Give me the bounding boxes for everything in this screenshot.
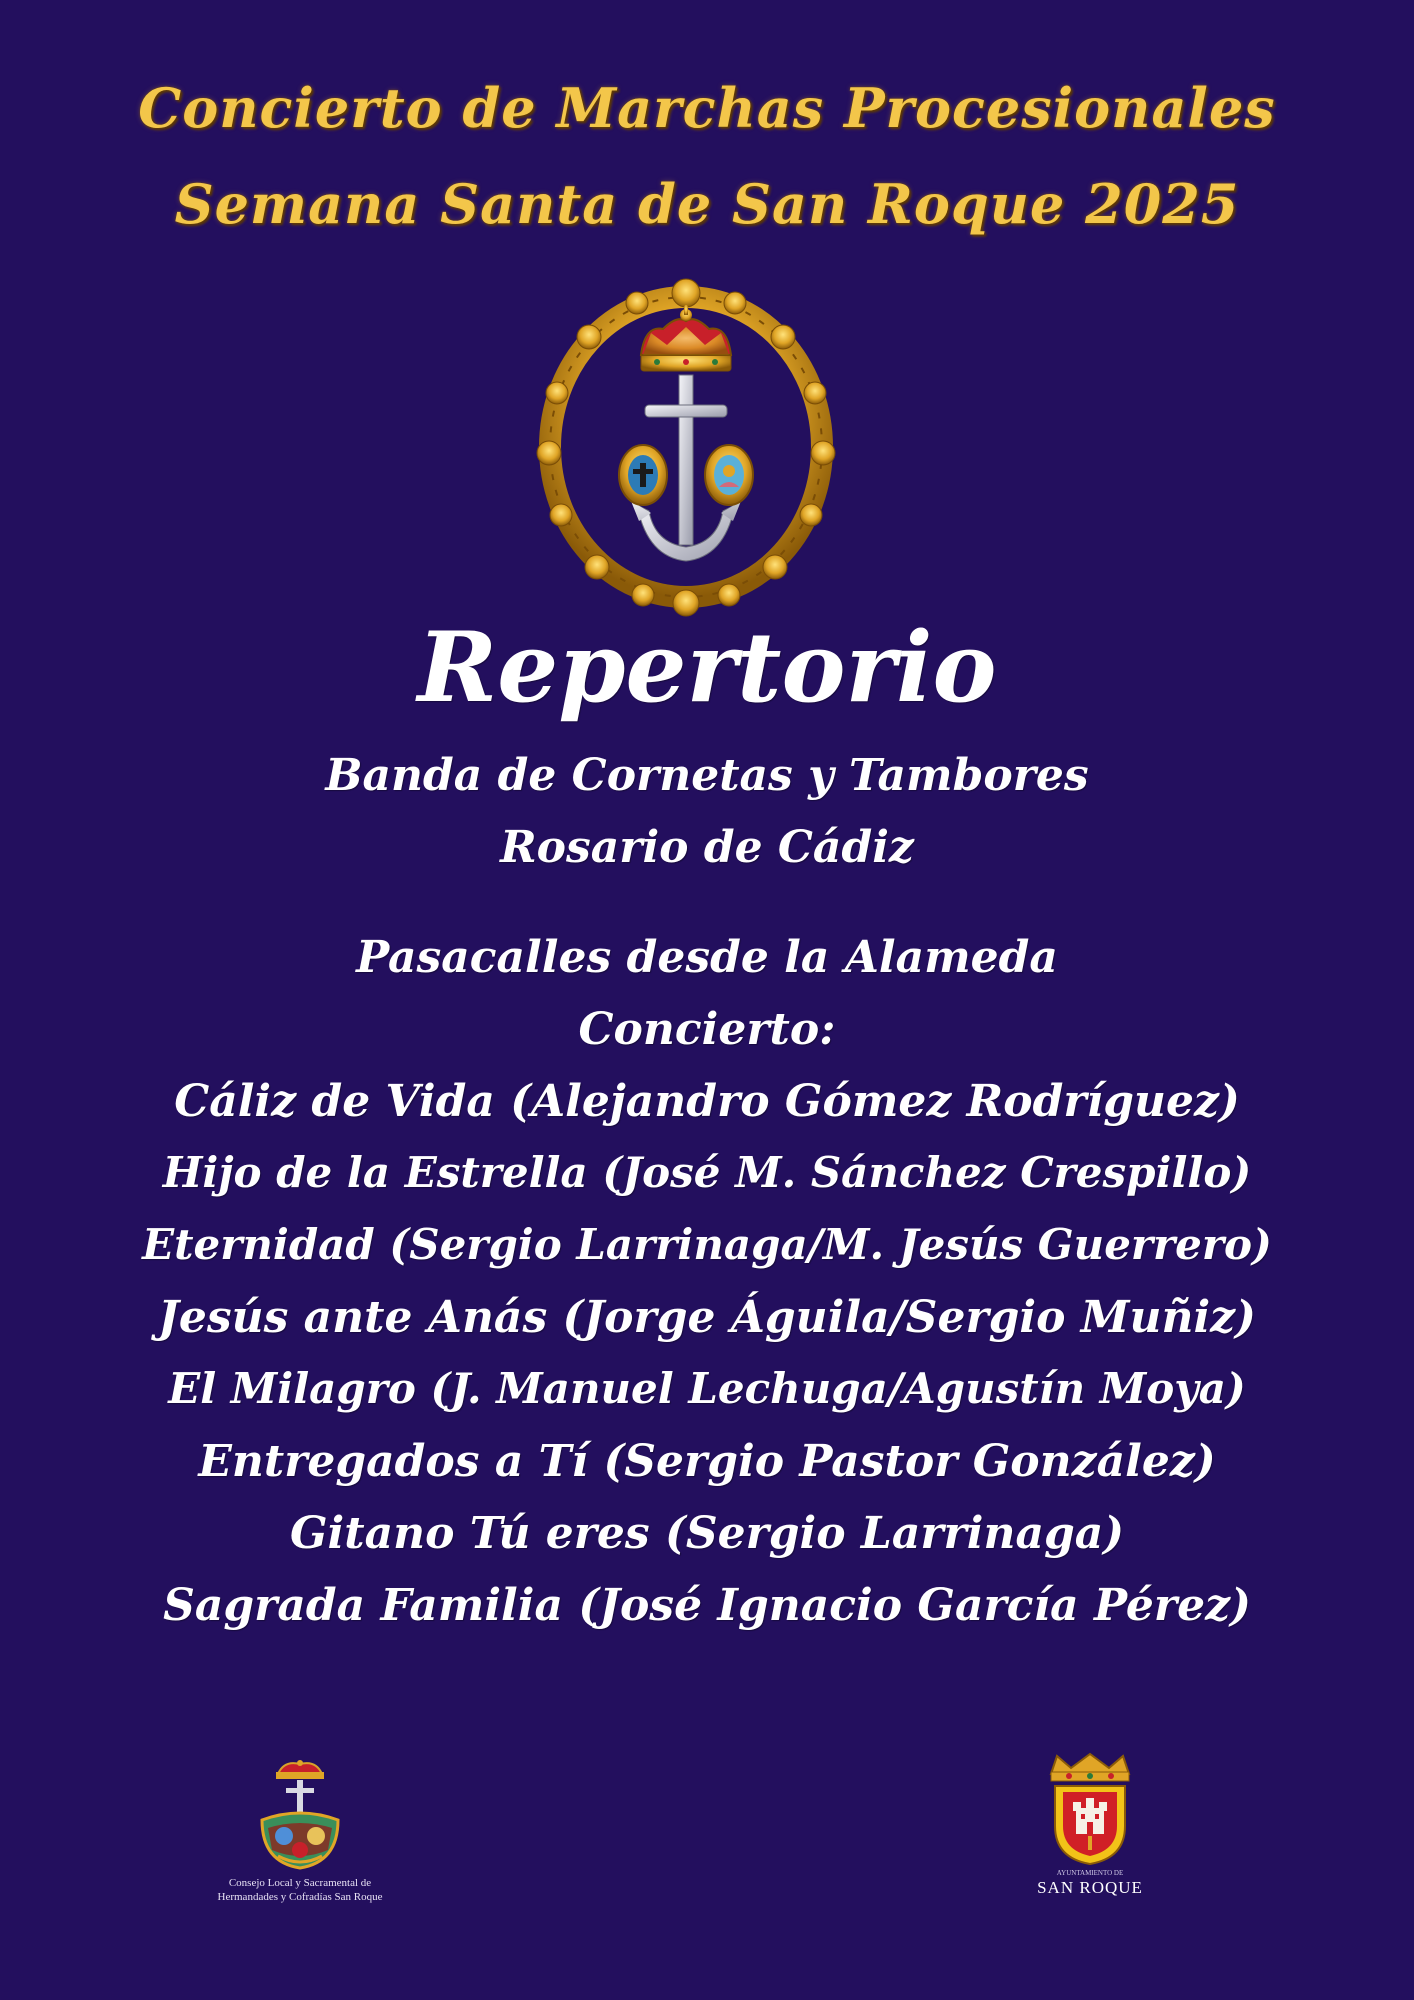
march-item: Hijo de la Estrella (José M. Sánchez Crespillo) <box>162 1148 1252 1197</box>
march-item: Entregados a Tí (Sergio Pastor González) <box>198 1436 1216 1487</box>
consejo-hermandades-crest-icon <box>248 1758 352 1874</box>
consejo-caption-line-1: Consejo Local y Sacramental de <box>228 1877 372 1889</box>
march-item: Jesús ante Anás (Jorge Águila/Sergio Muñiz) <box>158 1292 1256 1343</box>
concierto-label: Concierto: <box>578 1004 836 1055</box>
title-line-2: Semana Santa de San Roque 2025 <box>174 172 1240 236</box>
consejo-caption-line-2: Hermandades y Cofradías San Roque <box>217 1891 383 1903</box>
march-item: Gitano Tú eres (Sergio Larrinaga) <box>289 1508 1125 1559</box>
march-item: Cáliz de Vida (Alejandro Gómez Rodríguez) <box>174 1076 1240 1127</box>
pasacalles-line: Pasacalles desde la Alameda <box>356 932 1058 983</box>
march-item: Eternidad (Sergio Larrinaga/M. Jesús Guerrero) <box>142 1220 1272 1269</box>
march-item: Sagrada Familia (José Ignacio García Pérez) <box>163 1580 1251 1631</box>
repertorio-heading: Repertorio <box>417 611 997 724</box>
san-roque-label: SAN ROQUE <box>1037 1878 1143 1897</box>
march-item: El Milagro (J. Manuel Lechuga/Agustín Moya) <box>168 1364 1246 1413</box>
ayuntamiento-label: AYUNTAMIENTO DE <box>1056 1869 1124 1877</box>
ayuntamiento-san-roque-logo <box>1010 1752 1170 1902</box>
title-line-1: Concierto de Marchas Procesionales <box>138 76 1276 140</box>
crown-anchor-crest-icon <box>527 275 845 620</box>
band-name-line-2: Rosario de Cádiz <box>500 822 914 873</box>
san-roque-coat-of-arms-icon <box>1043 1752 1137 1866</box>
band-name-line-1: Banda de Cornetas y Tambores <box>325 750 1089 801</box>
consejo-hermandades-logo <box>170 1758 430 1903</box>
